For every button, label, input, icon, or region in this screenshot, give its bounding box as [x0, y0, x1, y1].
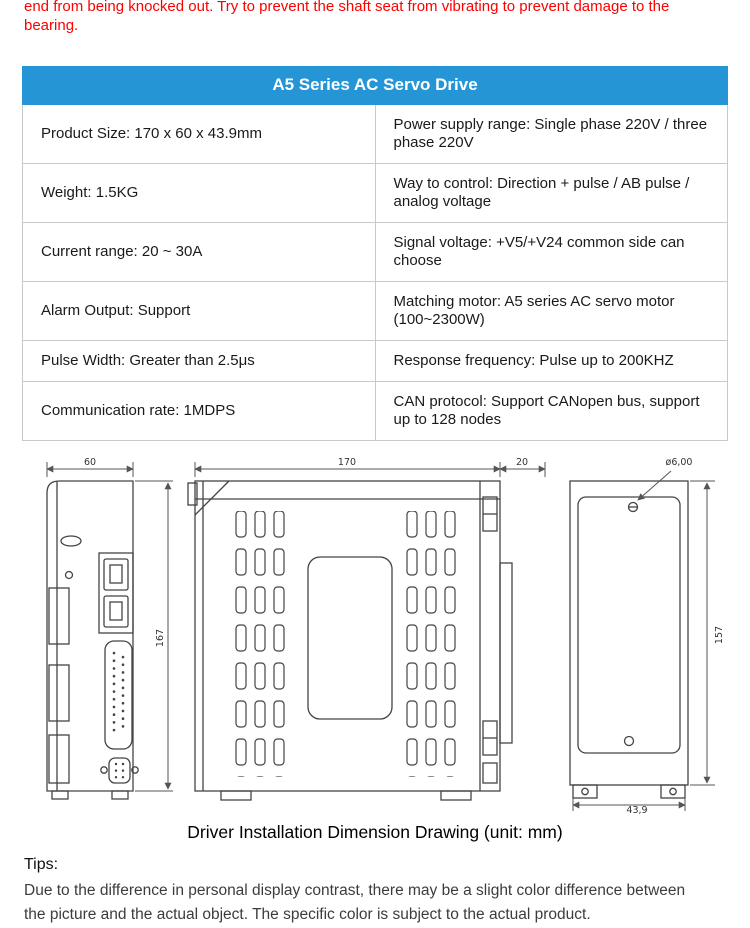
- dimension-lines: [47, 462, 715, 811]
- dim-front-width: 170: [338, 457, 356, 468]
- foot: [441, 791, 471, 800]
- nameplate-panel: [308, 557, 392, 719]
- side-view: [47, 481, 138, 799]
- dim-tab-depth: 20: [516, 457, 528, 468]
- foot: [112, 791, 128, 799]
- dim-hole-diameter: ø6,00: [666, 457, 693, 468]
- spec-cell: Product Size: 170 x 60 x 43.9mm: [23, 104, 376, 163]
- dimension-drawing: [25, 453, 750, 820]
- foot: [52, 791, 68, 799]
- rear-view: [570, 481, 688, 798]
- spec-table: [22, 66, 728, 441]
- dim-rear-width: 43,9: [626, 805, 647, 815]
- spec-cell: CAN protocol: Support CANopen bus, support up to 128 nodes: [375, 381, 728, 440]
- mounting-hole: [625, 736, 634, 745]
- spec-cell: Weight: 1.5KG: [23, 163, 376, 222]
- led-hole: [66, 571, 73, 578]
- foot: [221, 791, 251, 800]
- spec-cell: Power supply range: Single phase 220V / three phase 220V: [375, 104, 728, 163]
- foot: [661, 785, 685, 798]
- spec-cell: Current range: 20 ~ 30A: [23, 222, 376, 281]
- drawing-svg: [25, 453, 725, 815]
- terminal-blocks: [49, 588, 69, 783]
- din-clips: [483, 497, 512, 783]
- foot: [573, 785, 597, 798]
- spec-row: [23, 222, 728, 281]
- spec-row: [23, 104, 728, 163]
- vent-slots-right: [405, 511, 462, 777]
- rj45-ports-icon: [99, 553, 133, 633]
- drawing-caption: Driver Installation Dimension Drawing (unit: mm): [0, 822, 750, 843]
- spec-table-title: A5 Series AC Servo Drive: [23, 66, 728, 104]
- front-view: [188, 481, 512, 800]
- spec-cell: Way to control: Direction + pulse / AB pulse / analog voltage: [375, 163, 728, 222]
- spec-cell: Pulse Width: Greater than 2.5μs: [23, 340, 376, 381]
- vent-slots-left: [234, 511, 291, 777]
- spec-cell: Communication rate: 1MDPS: [23, 381, 376, 440]
- safety-notice-text: end from being knocked out. Try to prevent the shaft seat from vibrating to prevent damage to the bearing.: [0, 0, 750, 36]
- spec-row: [23, 381, 728, 440]
- db25-connector-icon: [105, 641, 132, 749]
- dim-rear-height: 157: [714, 625, 725, 643]
- handle-cutout: [61, 536, 81, 546]
- tips-body: Due to the difference in personal display contrast, there may be a slight color difference between the picture and the actual object. The specific color is subject to the actual product.: [24, 879, 700, 928]
- tips-heading: Tips:: [24, 856, 726, 874]
- spec-row: [23, 281, 728, 340]
- spec-row: [23, 340, 728, 381]
- dim-side-height: 167: [155, 628, 166, 646]
- spec-cell: Matching motor: A5 series AC servo motor (100~2300W): [375, 281, 728, 340]
- dim-side-width: 60: [84, 457, 96, 468]
- spec-cell: Signal voltage: +V5/+V24 common side can choose: [375, 222, 728, 281]
- dimension-labels: [84, 457, 725, 815]
- spec-row: [23, 163, 728, 222]
- spec-cell: Response frequency: Pulse up to 200KHZ: [375, 340, 728, 381]
- spec-cell: Alarm Output: Support: [23, 281, 376, 340]
- spec-table-header-row: [23, 66, 728, 104]
